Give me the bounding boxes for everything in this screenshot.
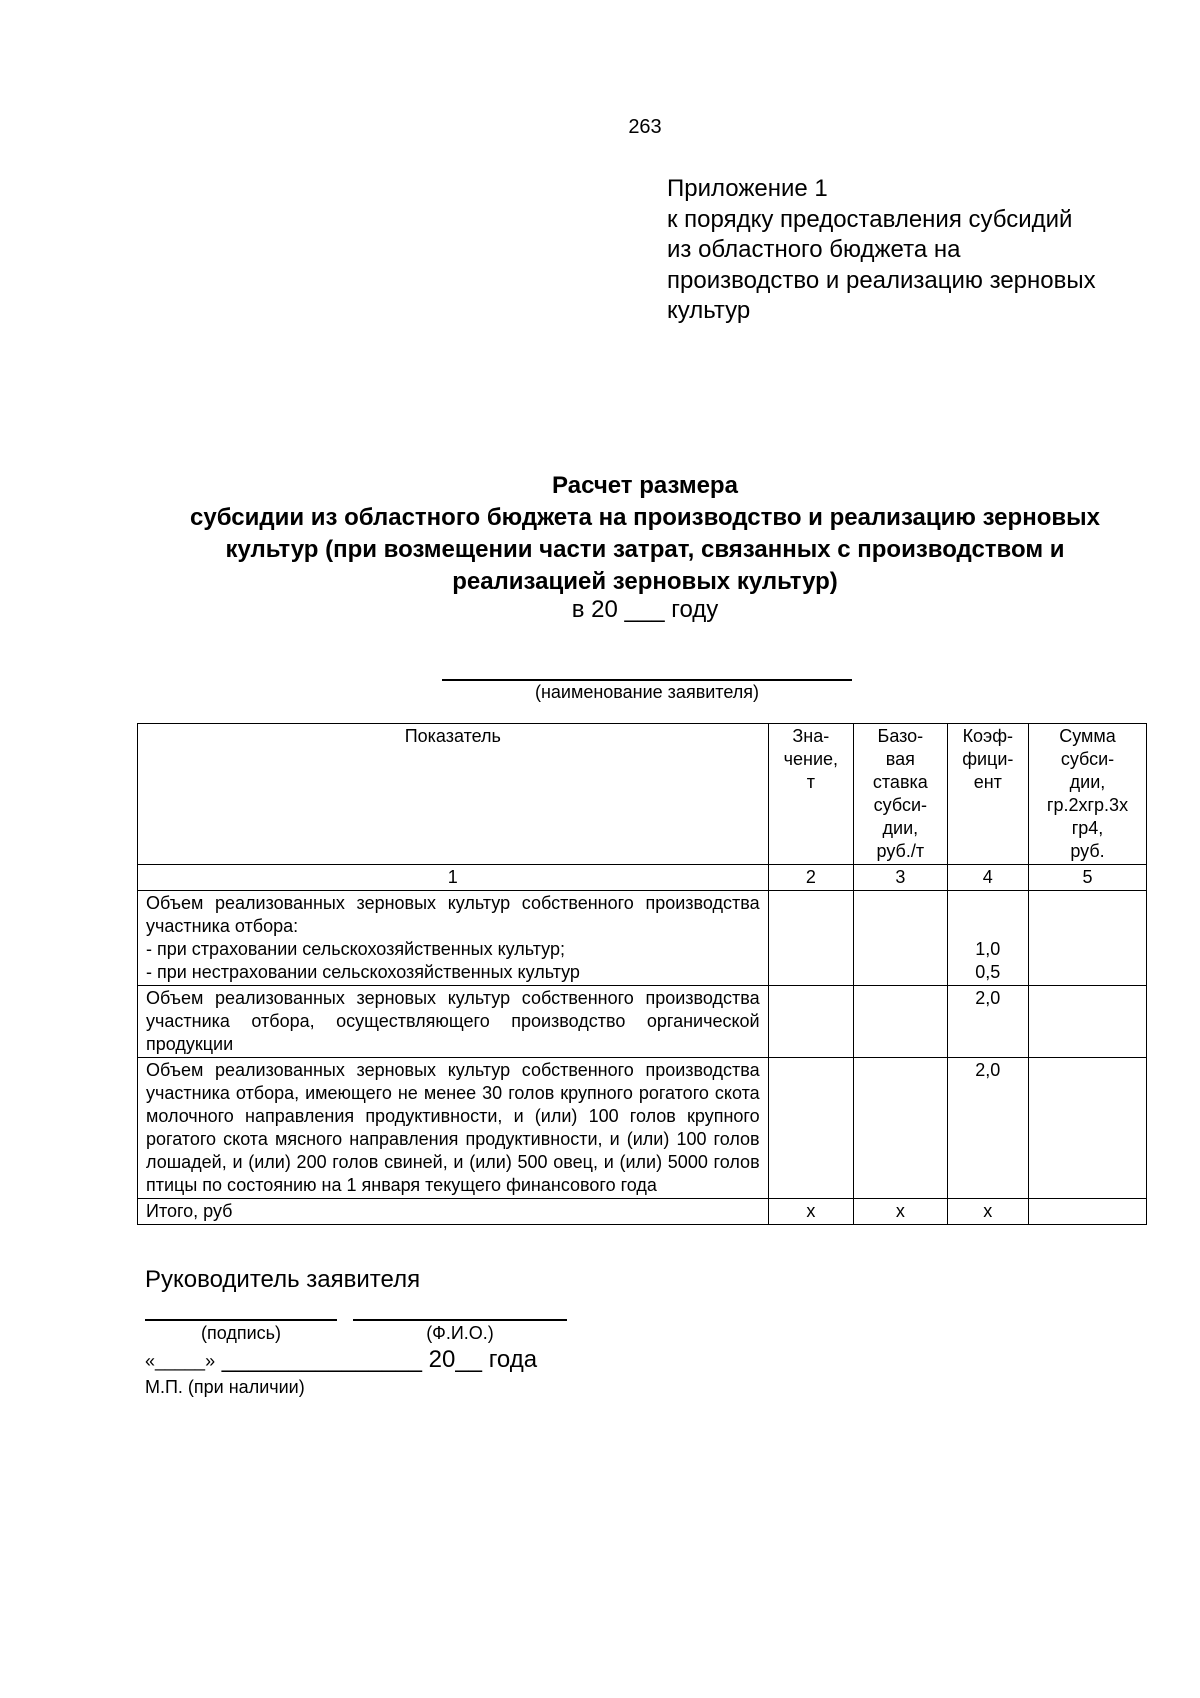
date-day: «_____» [145, 1351, 216, 1371]
coefficient-cell: 1,0 0,5 [947, 891, 1028, 986]
total-label: Итого, руб [138, 1199, 769, 1225]
table-row [138, 1058, 1147, 1199]
calculation-table [137, 723, 1147, 1225]
appendix-block [667, 174, 1167, 327]
header-coefficient: Коэф- фици- ент [947, 724, 1028, 865]
header-amount: Сумма субси- дии, гр.2хгр.3х гр4, руб. [1028, 724, 1146, 865]
total-coefficient-cell: х [947, 1199, 1028, 1225]
appendix-line: Приложение 1 [667, 175, 828, 202]
column-number: 5 [1028, 865, 1146, 891]
appendix-line: к порядку предоставления субсидий [667, 205, 1073, 233]
signature-line [145, 1319, 337, 1321]
indicator-cell: Объем реализованных зерновых культур собственного производства участника отбора, осуществляющего производство органической продукции [138, 986, 769, 1058]
header-base-rate: Базо- вая ставка субси- дии, руб./т [854, 724, 948, 865]
table-row [138, 986, 1147, 1058]
date-line [145, 1346, 537, 1374]
appendix-line: культур [667, 297, 751, 324]
appendix-line: из областного бюджета на [667, 236, 961, 263]
amount-cell [1028, 1058, 1146, 1199]
date-month: _______________ [221, 1346, 422, 1373]
value-cell [768, 891, 853, 986]
title-line: реализацией зерновых культур) [452, 568, 838, 595]
base-rate-cell [854, 891, 948, 986]
applicant-name-line [442, 679, 852, 681]
amount-cell [1028, 891, 1146, 986]
title-line: культур (при возмещении части затрат, связанных с производством и [225, 536, 1065, 563]
seal-label: М.П. (при наличии) [145, 1377, 305, 1397]
title-line: субсидии из областного бюджета на производство и реализацию зерновых [190, 504, 1100, 531]
signature-caption: (подпись) [200, 1323, 282, 1343]
coefficient-cell: 2,0 [947, 986, 1028, 1058]
total-row [138, 1199, 1147, 1225]
column-number-row [138, 865, 1147, 891]
total-value-cell: х [768, 1199, 853, 1225]
total-base-rate-cell: х [854, 1199, 948, 1225]
value-cell [768, 986, 853, 1058]
column-number: 2 [768, 865, 853, 891]
header-value: Зна- чение, т [768, 724, 853, 865]
applicant-caption: (наименование заявителя) [534, 682, 760, 702]
value-cell [768, 1058, 853, 1199]
column-number: 1 [138, 865, 769, 891]
date-year: 20__ года [428, 1346, 538, 1373]
table-row [138, 891, 1147, 986]
total-amount-cell [1028, 1199, 1146, 1225]
base-rate-cell [854, 986, 948, 1058]
table-header-row [138, 724, 1147, 865]
amount-cell [1028, 986, 1146, 1058]
base-rate-cell [854, 1058, 948, 1199]
year-line: в 20 ___ году [571, 596, 719, 623]
full-name-line [353, 1319, 567, 1321]
coefficient-cell: 2,0 [947, 1058, 1028, 1199]
title-line: Расчет размера [552, 472, 738, 499]
head-of-applicant-label: Руководитель заявителя [145, 1266, 421, 1293]
indicator-cell: Объем реализованных зерновых культур собственного производства участника отбора, имеющего не менее 30 голов крупного рогатого скота молочного направления продуктивности, и (или) 100 голов крупного рогатого скота мясного направления продуктивности, и (или) 100 голов лошадей, и (или) 200 голов свиней, и (или) 500 овец, и (или) 5000 голов птицы по состоянию на 1 января текущего финансового года [138, 1058, 769, 1199]
column-number: 3 [854, 865, 948, 891]
indicator-cell: Объем реализованных зерновых культур собственного производства участника отбора: - при страховании сельскохозяйственных культур; - при нестраховании сельскохозяйственных культур [138, 891, 769, 986]
header-indicator: Показатель [138, 724, 769, 865]
page-number: 263 [628, 116, 662, 138]
appendix-line: производство и реализацию зерновых [667, 266, 1096, 294]
column-number: 4 [947, 865, 1028, 891]
full-name-caption: (Ф.И.О.) [426, 1323, 494, 1343]
document-title [120, 470, 1170, 598]
